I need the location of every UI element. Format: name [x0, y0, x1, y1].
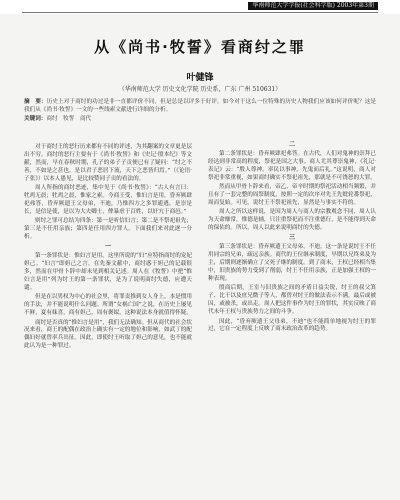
- author-affiliation: （华南师范大学 历史文化学院 历史系，广东 广州 510631）: [118, 86, 282, 93]
- body-paragraph: 殷商后期，王室与旧贵族之间的矛盾日益尖锐，纣王的叔父箕子、比干以及庶兄微子等人，都曾对纣王的做法表示不满，最后或被囚，或被杀，或出走。周人把这件事作为纣王的罪状，其实反映了商代末年王权与贵族势力之间的斗争。: [208, 285, 376, 316]
- body-paragraph: 第二条罪状是：昏弃厥肆祀弗答。在古代，人们对鬼神的崇拜已经达到非常高的程度，祭祀是国之大事。商人尤其尊崇鬼神，《礼记·表记》云：“殷人尊神，率民以事神，先鬼而后礼。”这说明，商人对祭祀非常重视，如果商纣确实不祭祀祖先，那就是不可饶恕的大罪。: [208, 150, 376, 181]
- body-paragraph: 然而从甲骨卜辞来看，帝乙、帝辛时期的祭祀活动相当频繁，并且有了一套完整的周祭制度，按照一定的次序对先王先妣轮番祭祀，周而复始。可见，说纣王不祭祀祖先，显然是与事实不符的。: [208, 184, 376, 206]
- body-paragraph: 第一条罪状是：惟妇言是用。这里所说的“妇”应特指商纣的宠妃妲己。“妇言”即妲己之言。在先秦文献中，商纣惑于妲己的记载很多，然而在甲骨卜辞中却未见到相关记述。周人在《牧誓》中把“惟妇言是用”列为纣王的第一条罪状，是为了说明商纣失德，应遭天谴。: [24, 253, 192, 291]
- paper-title: 从《尚书·牧誓》看商纣之罪: [94, 38, 306, 56]
- section-heading: 一: [104, 243, 111, 251]
- section-heading: 二: [288, 141, 295, 148]
- body-paragraph: 对于商纣王的恶行历来都有不同的评述，为其翻案的文章更是层出不穷。商纣的恶行主要有于《尚书·牧誓》和《史记·殷本纪》等文献，然而，早在春秋时期，孔子的弟子子贡便已有了疑问：“纣之不善，不如是之甚也。是以君子恶居下流，天下之恶皆归焉。”（《论语·子张》）以本人愚见，是比较赞同子贡的看法的。: [24, 144, 192, 182]
- right-column: [208, 140, 376, 336]
- abstract-block: [24, 98, 376, 123]
- left-column: [24, 140, 192, 353]
- journal-meta: 华南师范大学学报(社会科学版) 2003年第3期: [248, 2, 378, 10]
- keywords-label: 关键词：: [24, 115, 47, 122]
- keywords: [24, 115, 376, 123]
- section-heading: 三: [288, 234, 295, 242]
- page-header: [0, 0, 400, 14]
- abstract-label: 摘 要：: [24, 99, 47, 105]
- author-name: 叶健锋: [186, 73, 214, 83]
- body-paragraph: 周人之所以这样说，是因为周人与商人的宗教观念不同，周人认为天命靡常，惟德是辅，只注重祭祀而不注重德行，是不能得到天命的保佑的。所以，周人以此来说明商纣的失德。: [208, 209, 376, 232]
- body-paragraph: 第三条罪状是：昏弃厥遗王父母弟，不迪。这一条是说纣王不任用同宗的兄弟，疏远亲族。商代的王位继承制度，早期以兄终弟及为主，后期则逐渐确立了父死子继的制度。到了商末，王权已经相当集中，旧贵族的势力受到了削弱，纣王不任用亲族，正是加强王权的一种表现。: [208, 244, 376, 282]
- body-paragraph: 商纣是否真的“惟妇言是用”，我们无法确知。但从商代的社会状况来看，商王的配偶在政治上确实有一定的地位和影响，如武丁的配偶妇好就曾率兵出征。因此，即使纣王听取了妲己的意见，也不能就此认为是一种罪过。: [24, 319, 192, 350]
- body-paragraph: 因此，“昏弃厥遗王父母弟，不迪”也不能简单地视为纣王的罪过，它在一定程度上反映了商末政治改革的趋势。: [208, 318, 376, 333]
- abstract: [24, 98, 376, 115]
- abstract-text: 历史上对于商纣的功过是非一直都评价不同，但是总是以评多于好评，如今对于这么一位特殊的历史人物我们应该如何评价呢？这是我们从《尚书·牧誓》一文的一些线索文献进行详细的分析。: [24, 99, 376, 114]
- body-paragraph: 但是在以男权为中心的社会里，将罪责推到女人身上，本是惯用的手法，并不能说明什么问题。所谓“女祸亡国”之说，在历史上屡见不鲜，夏有妺喜，商有妲己，周有褒姒，这种说法本身就值得怀疑。: [24, 294, 192, 317]
- keywords-text: 商纣 牧誓 商代: [46, 115, 92, 122]
- header-rule: [22, 12, 378, 13]
- body-paragraph: 周人所指的商纣恶迹，集中见于《尚书·牧誓》：“古人有言曰：牝鸡无晨；牝鸡之晨，惟家之索。今商王受，惟妇言是用，昏弃厥肆祀弗答，昏弃厥遗王父母弟，不迪，乃惟四方之多罪逋逃，是崇是长，是信是使，是以为大夫卿士，俾暴虐于百姓，以奸宄于商邑。”: [24, 185, 192, 215]
- body-paragraph: 则纣之罪可总结为四条：第一是听信妇言；第二是不祭祀祖先；第三是不任用亲族；第四是任用四方罪人。下面我们来对此逐一分析。: [24, 218, 192, 240]
